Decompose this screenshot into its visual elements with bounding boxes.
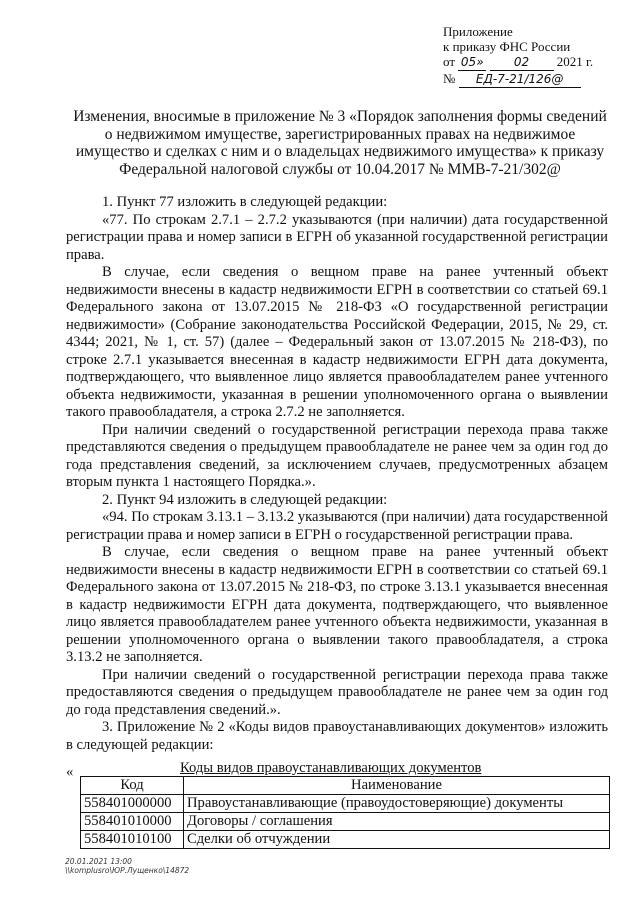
cell-code: 558401010000	[81, 813, 184, 831]
paragraph: При наличии сведений о государственной регистрации перехода права также представляются сведения о предыдущем правообладателе не ранее чем за один год до года представления сведений, за исключением случаев, предусмотренных абзацем вторым пункта 1 настоящего Порядка.».	[66, 421, 608, 490]
date-year: 2021 г.	[556, 54, 594, 69]
paragraph: «77. По строкам 2.7.1 – 2.7.2 указываются (при наличии) дата государственной регистрации права и номер записи в ЕГРН об указанной государственной регистрации права.	[66, 211, 608, 263]
table-header-row	[81, 777, 610, 795]
appendix-label: Приложение	[443, 24, 513, 39]
paragraph: При наличии сведений о государственной регистрации перехода права также предоставляются сведения о предыдущем правообладателе не ранее чем за один год до года представления сведений.».	[66, 666, 608, 718]
date-prefix: от	[443, 54, 456, 69]
footer-file-path: \\komplusro\ЮР.Лущенко\14872	[65, 866, 190, 875]
table-open-quote: «	[66, 764, 74, 780]
codes-table	[80, 776, 610, 849]
cell-code: 558401010100	[81, 831, 184, 849]
appendix-date-line	[443, 54, 623, 71]
paragraph: В случае, если сведения о вещном праве на ранее учтенный объект недвижимости внесены в кадастр недвижимости ЕГРН в соответствии со статьей 69.1 Федерального закона от 13.07.2015 № 218-ФЗ, по строке 3.13.1 указывается внесенная в кадастр недвижимости ЕГРН дата документа, подтверждающего, что выявленное лицо является правообладателем ранее учтенного объекта недвижимости, указанная в решении уполномоченного органа о выявлении такого правообладателя, а строка 3.13.2 не заполняется.	[66, 544, 608, 665]
cell-name: Сделки об отчуждении	[184, 831, 610, 849]
table-row	[81, 831, 610, 849]
column-header-code: Код	[81, 777, 184, 795]
paragraph: В случае, если сведения о вещном праве на ранее учтенный объект недвижимости внесены в кадастр недвижимости ЕГРН в соответствии со статьей 69.1 Федерального закона от 13.07.2015 № 218-ФЗ «О государственной регистрации недвижимости» (Собрание законодательства Российской Федерации, 2015, № 29, ст. 4344; 2021, № 1, ст. 57) (далее – Федеральный закон от 13.07.2015 № 218-ФЗ), по строке 2.7.1 указывается внесенная в кадастр недвижимости ЕГРН дата документа, подтверждающего, что выявленное лицо является правообладателем ранее учтенного объекта недвижимости, указанная в решении уполномоченного органа о выявлении такого правообладателя, а строка 2.7.2 не заполняется.	[66, 264, 608, 420]
table-row	[81, 795, 610, 813]
table-row	[81, 813, 610, 831]
appendix-number-line	[443, 71, 623, 88]
date-month: 02	[490, 55, 554, 71]
date-day: 05»	[458, 55, 486, 71]
cell-name: Договоры / соглашения	[184, 813, 610, 831]
table-caption: Коды видов правоустанавливающих документов	[180, 760, 482, 776]
file-footer	[65, 857, 189, 875]
order-number: ЕД-7-21/126@	[459, 72, 581, 88]
paragraph: 3. Приложение № 2 «Коды видов правоустанавливающих документов» изложить в следующей редакции:	[66, 719, 608, 753]
paragraph: 2. Пункт 94 изложить в следующей редакции:	[102, 491, 388, 508]
paragraph: «94. По строкам 3.13.1 – 3.13.2 указываются (при наличии) дата государственной регистрации права и номер записи в ЕГРН о государственной регистрации права.	[66, 509, 608, 543]
column-header-name: Наименование	[184, 777, 610, 795]
appendix-block	[443, 24, 623, 88]
document-body	[66, 194, 608, 754]
appendix-order-ref: к приказу ФНС России	[443, 39, 571, 54]
paragraph: 1. Пункт 77 изложить в следующей редакции:	[102, 194, 388, 210]
footer-timestamp: 20.01.2021 13:00	[65, 857, 132, 866]
number-prefix: №	[443, 71, 456, 86]
cell-code: 558401000000	[81, 795, 184, 813]
document-title: Изменения, вносимые в приложение № 3 «Порядок заполнения формы сведений о недвижимом имуществе, зарегистрированных правах на недвижимое имущество и сделках с ним и о владельцах недвижимого имущества» к приказу Федеральной налоговой службы от 10.04.2017 № ММВ-7-21/302@	[73, 108, 607, 178]
cell-name: Правоустанавливающие (правоудостоверяющие) документы	[184, 795, 610, 813]
